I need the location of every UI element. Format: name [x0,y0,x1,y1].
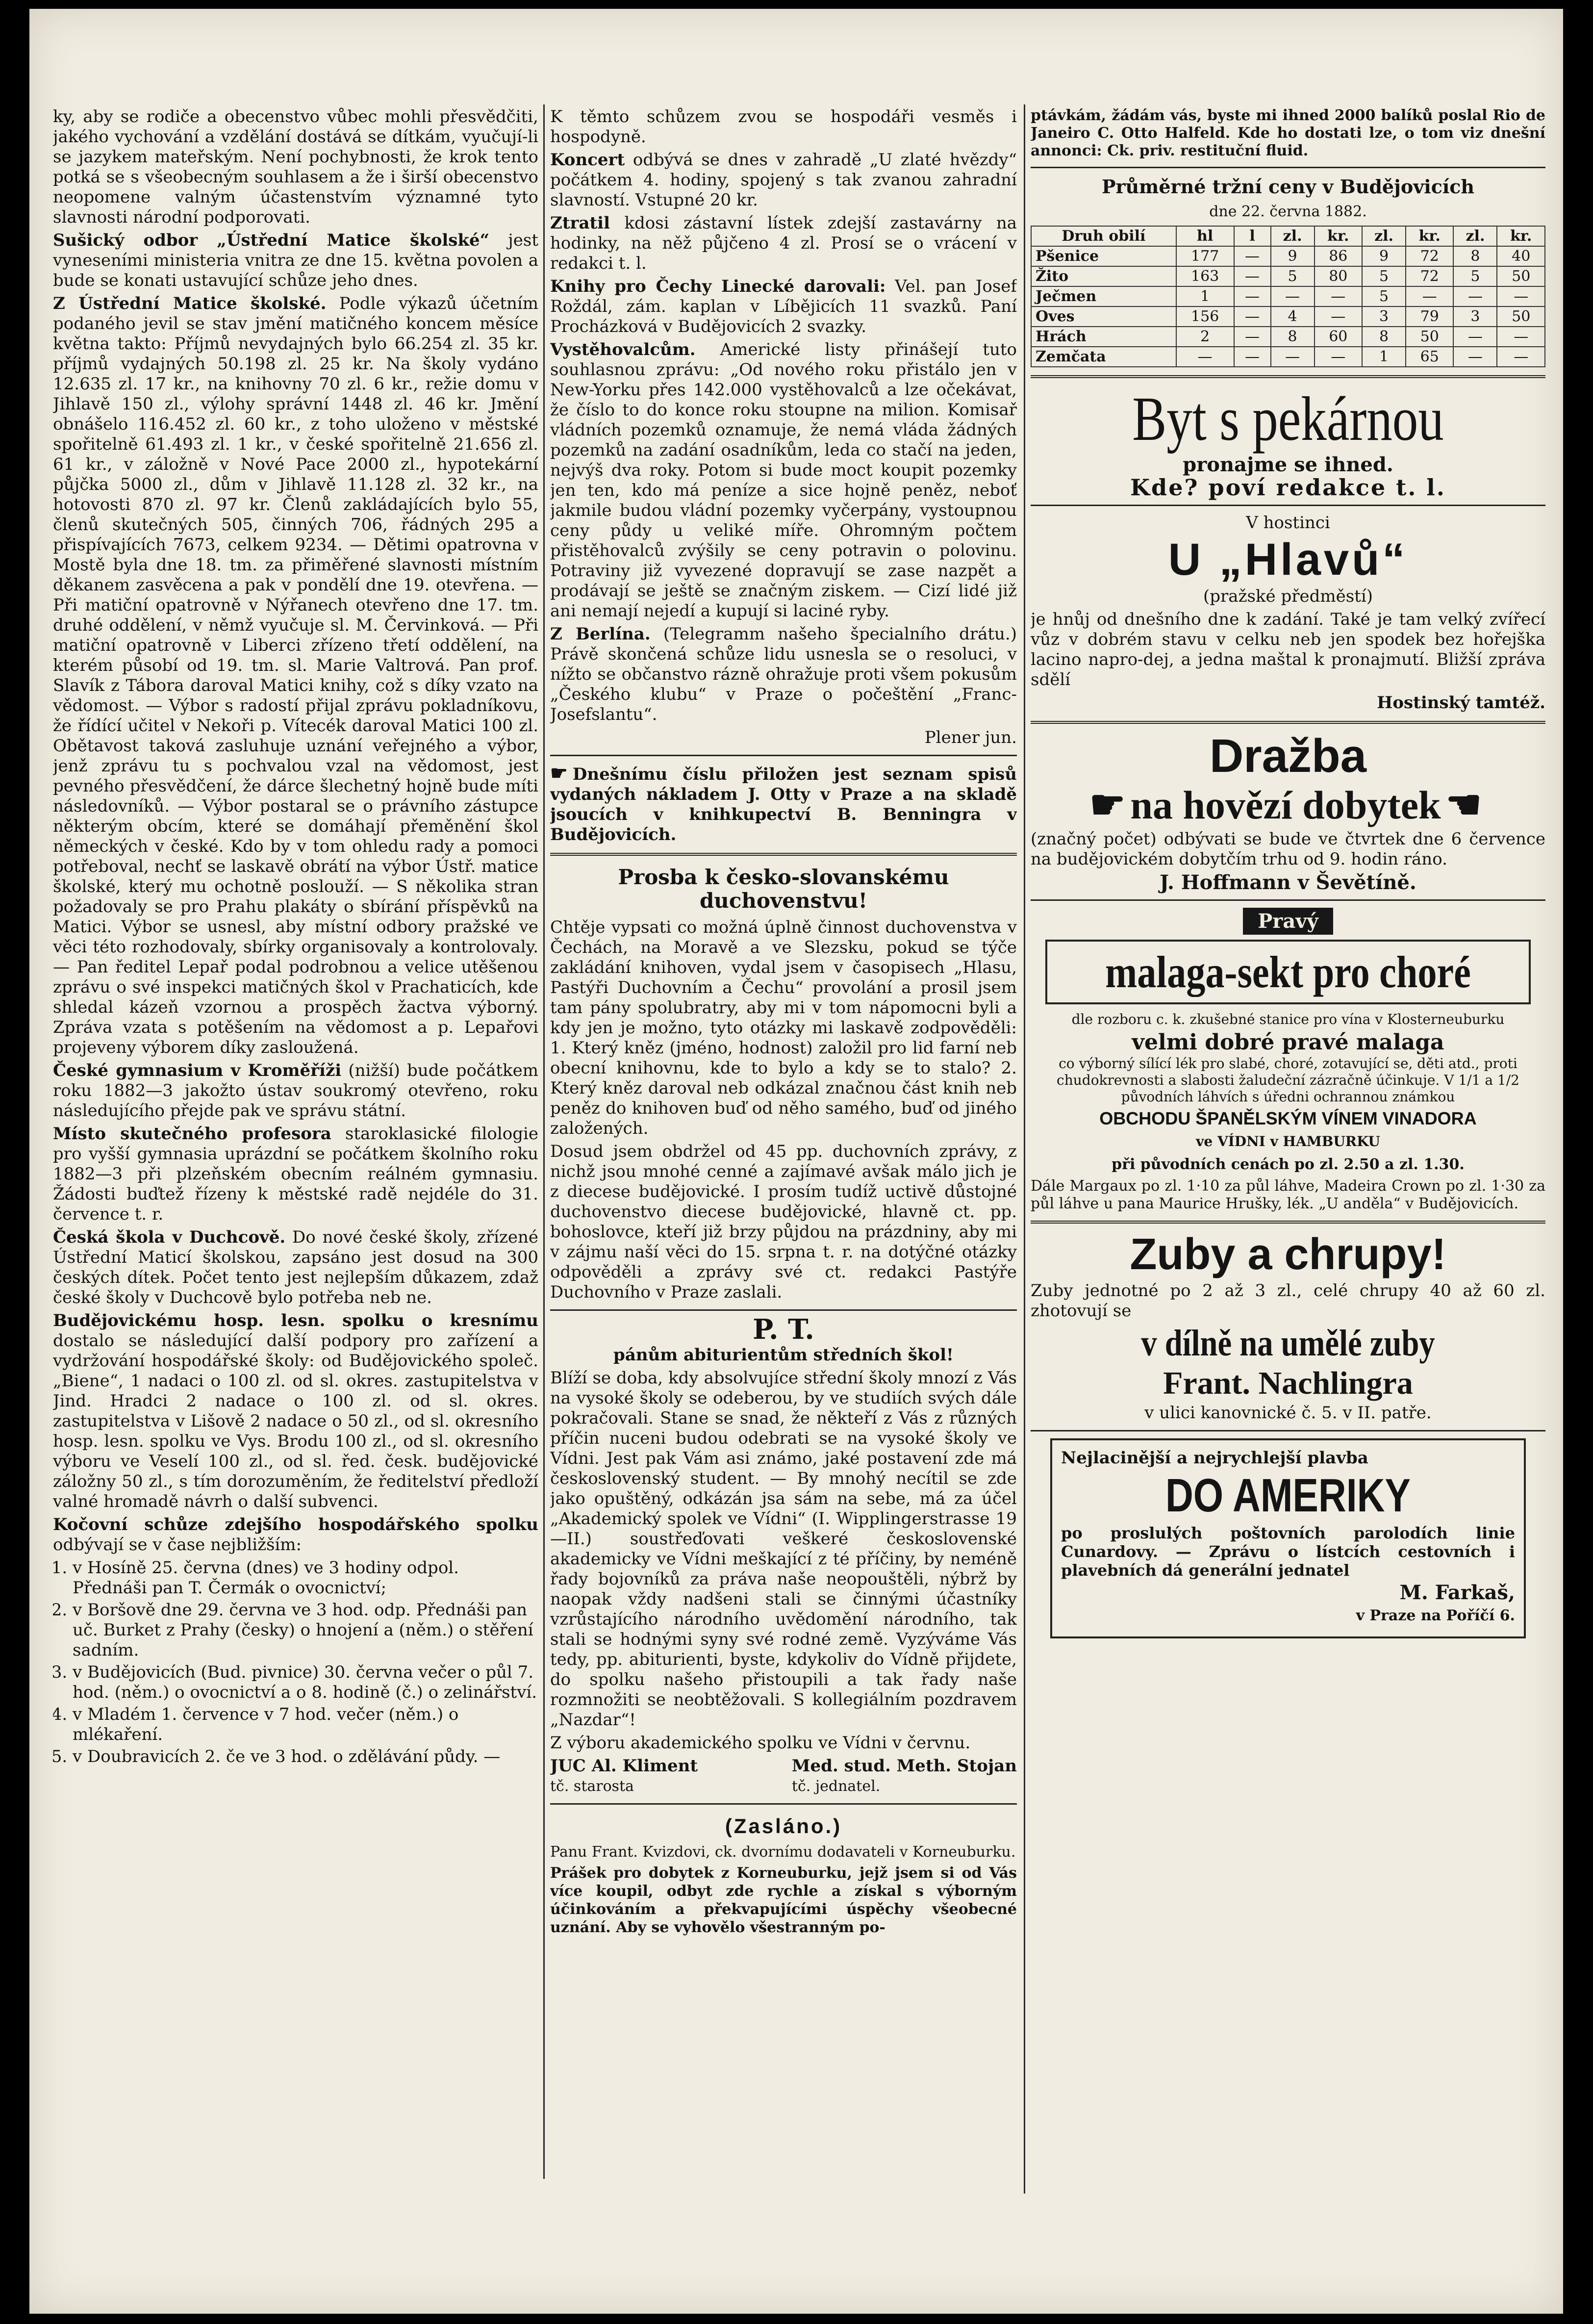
byt-title: Byt s pekárnou [1132,384,1444,454]
signature-role: tč. starosta [550,1778,634,1795]
table-cell: — [1315,306,1362,327]
list-item: 4. v Mladém 1. července v 7 hod. večer (něm.) o mlékaření. [73,1705,538,1745]
column-header: kr. [1497,226,1545,246]
table-cell: 5 [1362,286,1406,306]
table-cell: Ječmen [1031,286,1176,306]
table-cell: — [1453,327,1497,347]
signature-right [792,1756,1017,1796]
table-cell: 1 [1362,347,1406,367]
amerika-sign: M. Farkaš, [1399,1581,1515,1604]
article-body: Americké listy přinášejí tuto souhlasnou zprávu: „Od nového roku přistálo jen v New-Yorku přes 142.000 vystěhovalců a lze očekávat, že číslo to do konce roku stoupne na milion. Komisař vládních pozemků oznamuje, že nemá vláda žádných pozemků na zadání osadníkům, leda co stačí na jeden, nejvýš dva roky. Potom si bude moct koupit pozemky jen ten, kdo má peníze a sice hojně peněz, neboť jakmile budou vládní pozemky vyčerpány, vystoupnou ceny půdy u veliké míře. Ohromným počtem přistěhovalců zvýšily se ceny potravin o polovinu. Potraviny již vyvezené dopravují se zase nazpět a prodávají se ještě se značným ziskem. — Cizí lidé již ani nemají nejedí a kupují si laciné ryby. [550,340,1017,621]
appeal-paragraph: Chtěje vypsati co možná úplně činnost duchovenstva v Čechách, na Moravě a ve Slezsku, pokud se týče zakládání knihoven, vydal jsem v časopisech „Hlasu, Pastýři Duchovním a Čechu“ provolání a prosil jsem tam pány spolubratry, aby mi v tom nápomocni byli a kdy jen je možno, tyto otázky mi laskavě zodpověděli: 1. Který kněz (jméno, hodnost) založil pro lid farní neb obecní knihovnu, kde to bylo a kdy se to stalo? 2. Který kněz daroval neb odkázal značnou část knih neb peněz do knihoven buď od něho samého, buď od jiného založených. [550,918,1017,1138]
column-middle [550,107,1017,2196]
table-cell: — [1234,286,1271,306]
drazba-subtitle: na hovězí dobytek [1130,782,1441,827]
table-cell: 156 [1176,306,1234,327]
amerika-body: po proslulých poštovních parolodích linie Cunardovy. — Zprávu o lístcích cestovních i plavebních dá generální jednatel [1061,1523,1515,1580]
column-header: hl [1176,226,1234,246]
table-cell: Žito [1031,266,1176,286]
article-body: kdosi zástavní lístek zdejší zastavárny na hodinky, na něž půjčeno 4 zl. Prosí se o vrácení v redakci t. l. [550,213,1017,273]
table-cell: — [1234,306,1271,327]
column-rule-right [1024,104,1025,2194]
zuby-title: Zuby a chrupy! [1130,1230,1446,1279]
divider [550,755,1017,756]
table-cell: — [1497,327,1545,347]
pointing-hand-icon: ☚ [1445,782,1482,827]
table-cell: 86 [1315,246,1362,266]
column-rule-left [543,104,545,2179]
table-cell: — [1406,286,1453,306]
article-body: odbývají se v čase nejbližším: [53,1535,302,1555]
table-cell: 60 [1315,327,1362,347]
article-heading: Z Ústřední Matice školské. [53,294,327,313]
article-knihy [550,277,1017,337]
article-ztratil [550,213,1017,274]
article-berlin [550,624,1017,725]
article-kocovni [53,1515,538,1555]
zuby-big: v dílně na umělé zuby [1141,1322,1435,1364]
column-header: zl. [1271,226,1315,246]
amerika-title: DO AMERIKY [1165,1469,1411,1522]
table-cell: 65 [1406,347,1453,367]
table-cell: — [1234,266,1271,286]
divider [550,1309,1017,1311]
table-cell: 50 [1497,306,1545,327]
divider [1031,1221,1545,1224]
table-cell: Oves [1031,306,1176,327]
article-heading: Kočovní schůze zdejšího hospodářského spolku [53,1515,538,1534]
table-cell: 1 [1176,286,1234,306]
pointing-hand-icon: ☛ [550,762,568,785]
prices-table-body [1031,246,1545,367]
zuby-address: v ulici kanovnické č. 5. v II. patře. [1144,1403,1432,1423]
table-cell: 72 [1406,246,1453,266]
table-cell: 163 [1176,266,1234,286]
list-item: 3. v Budějovicích (Bud. pivnice) 30. června večer o půl 7. hod. (něm.) o ovocnictví a o 8. hodině (č.) o zelinářství. [73,1662,538,1703]
signature-name: JUC Al. Kliment [550,1756,698,1776]
zuby-body: Zuby jednotné po 2 až 3 zl., celé chrupy 40 až 60 zl. zhotovují se [1031,1280,1545,1321]
table-cell: 177 [1176,246,1234,266]
article-duchcov [53,1227,538,1308]
article-body: K těmto schůzem zvou se hospodáři vesměs i hospodyně. [550,107,1017,147]
table-cell: — [1315,286,1362,306]
zaslano-title: (Zasláno.) [725,1814,842,1838]
amerika-pre: Nejlacinější a nejrychlejší plavba [1061,1448,1368,1468]
table-cell: 4 [1271,306,1315,327]
signatures-row [550,1756,1017,1796]
divider [550,853,1017,856]
pt-subtitle: pánům abiturientům středních škol! [613,1345,954,1365]
article-heading: České gymnasium v Kroměříži [53,1061,342,1080]
table-cell: — [1271,347,1315,367]
table-header-row [1031,226,1545,246]
divider [1031,899,1545,901]
malaga-title: malaga-sekt pro choré [1105,946,1471,997]
meetings-list [53,1558,538,1767]
list-item: 5. v Doubravicích 2. če ve 3 hod. o zdělávání půdy. — [73,1747,538,1767]
table-row [1031,286,1545,306]
amerika-address: v Praze na Poříčí 6. [1356,1607,1515,1624]
divider [1031,167,1545,168]
hostinec-body: je hnůj od dnešního dne k zadání. Také je tam velký zvířecí vůz v dobrém stavu v celku neb jen spodek bez hořejška lacino napro-dej, a jedna maštal k pronajmutí. Bližší zpráva sdělí [1031,609,1545,690]
table-cell: — [1497,286,1545,306]
hostinec-name: U „Hlavů“ [1168,535,1408,585]
article-heading: Z Berlína. [550,624,651,644]
column-header: l [1234,226,1271,246]
malaga-line: velmi dobré pravé malaga [1132,1030,1444,1055]
top-advertisement: ptávkám, žádám vás, byste mi ihned 2000 balíků poslal Rio de Janeiro C. Otto Halfeld. Kde ho dostati lze, o tom viz dnešní annonci: Ck. priv. restituční fluid. [1031,107,1545,159]
table-cell: — [1234,327,1271,347]
column-header: kr. [1406,226,1453,246]
article-koncert [550,150,1017,210]
table-cell: 9 [1271,246,1315,266]
signature-left [550,1756,698,1796]
table-cell: 8 [1271,327,1315,347]
table-cell: Hrách [1031,327,1176,347]
article-body: Podle výkazů účetním podaného jevil se stav jmění matičného koncem měsíce května takto: Příjmů nevydajných bylo 66.254 zl. 35 kr. příjmů vydajných 50.198 zl. 25 kr. Na školy vydáno 12.635 zl. 17 kr., na knihovny 70 zl. 6 kr., režie domu v Jihlavě 150 zl., výlohy správní 1448 zl. 46 kr. Jmění obnášelo 116.452 zl. 60 kr., z toho uloženo v městské spořitelně 61.493 zl. 1 kr., v české spořitelně 21.656 zl. 61 kr., v záložně v Nové Pace 2000 zl., hypotekární půjčka 5000 zl., dům v Jihlavě 11.128 zl. 32 kr., na hotovosti 870 zl. 97 kr. Členů zakládajících bylo 55, členů skutečných 505, činných 706, řádných 295 a přispívajících 7673, celkem 9234. — Dětimi opatrovna v Mostě byla dne 18. tm. za přiměřené slavnosti místním děkanem zasvěcena a pak v pondělí dne 19. otevřena. — Při matiční opatrovně v Nýřanech otevřeno dne 17. tm. druhé oddělení, v němž vyučuje sl. M. Červinková. — Při matiční opatrovně v Liberci zřízeno třetí oddělení, na kterém působí od 19. tm. sl. Marie Valtrová. Pan prof. Slavík z Tábora daroval Matici knihy, což s díky vzato na vědomost. — Výbor s radostí přijal zprávu pokladníkovu, že řídící učitel v Nekoři p. Vítecék daroval Matici 100 zl. Obětavost taková zasluhuje uznání veřejného a výbor, jenž zprávu tu s pochvalou vzal na vědomost, jest pevného přesvědčení, že dárce šlechetný hojně bude míti následovníků. — Výbor postaral se o právního zástupce některým obcím, které se domáhají přeměnění škol německých v české. Kdo by v tom ohledu rady a pomoci potřeboval, nechť se laskavě obrátí na výbor Ústř. matice školské, který mu ochotně poslouží. — S několika stran požadovaly se pro Prahu plakáty o sbírání příspěvků na Matici. Výbor se usnesl, aby místní odbory pražské ve věci této rozhodovaly, sbírky organisovaly a kontrolovaly. — Pan ředitel Lepař podal podrobnou a velice utěšenou zprávu o své inspekci matičných škol v Prachaticích, kde shledal kázeň vzornou a prospěch žactva výborný. Zpráva vzata s potěšením na vědomost a p. Lepařovi projeveny výborem díky zasloužená. [53,294,538,1057]
article-matice [53,294,538,1058]
table-cell: — [1453,286,1497,306]
column-header: zl. [1453,226,1497,246]
article-body: (Telegramm našeho špecialního drátu.) Právě skončená schůze lidu usnesla se o resoluci, v nížto se občanstvo rázně ohražuje proti všem pokusům „Českého klubu“ v Praze o počeštění „Franc-Josefslantu“. [550,624,1017,724]
article-heading: Sušický odbor „Ústřední Matice školské“ [53,230,490,250]
malaga-line: dle rozboru c. k. zkušebné stanice pro vína v Klosterneuburku [1071,1011,1505,1028]
table-cell: Zemčata [1031,347,1176,367]
table-row [1031,327,1545,347]
table-cell: — [1234,246,1271,266]
list-item: 1. v Hosíně 25. června (dnes) ve 3 hodiny odpol. Přednáši pan T. Čermák o ovocnictví; [73,1558,538,1598]
table-row [1031,266,1545,286]
signature: Plener jun. [924,728,1017,747]
prices-date: dne 22. června 1882. [1209,203,1367,220]
hostinec-pre: V hostinci [1246,513,1330,533]
malaga-pravy: Pravý [1243,908,1333,935]
table-cell: 72 [1406,266,1453,286]
table-row [1031,246,1545,266]
malaga-line: OBCHODU ŠPANĚLSKÝM VÍNEM VINADORA [1099,1108,1477,1129]
column-header: Druh obilí [1031,226,1176,246]
table-cell: 8 [1362,327,1406,347]
pointing-hand-icon: ☛ [1089,782,1126,827]
table-row [1031,306,1545,327]
table-cell: 50 [1406,327,1453,347]
article-intro-paragraph: ky, aby se rodiče a obecenstvo vůbec mohli přesvědčiti, jakého vychování a vzdělání dostává se dítkám, vyučují-li se jazykem mateřským. Není pochybnosti, že krok tento potká se s všeobecným souhlasem a že i širší obecenstvo neopomene valným účastenstvím významné tyto slavnosti národní podporovati. [53,107,538,227]
article-heading: Česká škola v Duchcově. [53,1227,286,1247]
malaga-pravy-row [1031,908,1545,935]
signature-role: tč. jednatel. [791,1778,881,1795]
list-item: 2. v Boršově dne 29. června ve 3 hod. odp. Přednáši pan uč. Burket z Prahy (česky) o hnojení a (něm.) o stěření sadním. [73,1600,538,1660]
table-cell: 50 [1497,266,1545,286]
divider [550,1803,1017,1805]
article-heading: Koncert [550,150,625,170]
malaga-line: ve VÍDNI v HAMBURKU [1196,1133,1380,1150]
appeal-paragraph: Dosud jsem obdržel od 45 pp. duchovních zprávy, z nichž jsou mnohé cenné a zajímavé avšak málo jich je z diecese budějovické. I prosím tudíž uctivě důstojné duchovenstvo diecese budějovické, hlavně ct. pp. bohoslovce, kteří již brzy půjdou na prázdniny, aby mi v zájmu naší věci do 15. srpna t. r. na dotýčné otázky odpověděli a zprávy své ct. redakci Pastýře Duchovního v Praze zaslali. [550,1142,1017,1302]
table-cell: 5 [1271,266,1315,286]
divider [1031,1430,1545,1431]
appeal-title: Prosba k česko-slovanskému duchovenstvu! [618,865,949,913]
zaslano-body: Prášek pro dobytek z Korneuburku, jejž jsem si od Vás více koupil, odbyt zde rychle a získal s výborným účinkováním a překvapujícími úspěchy všeobecné uznání. Aby se vyhovělo všestranným po- [550,1864,1017,1936]
drazba-body: (značný počet) odbývati se bude ve čtvrtek dne 6 července na budějovickém dobytčím trhu od 9. hodin ráno. [1031,829,1545,869]
column-header: zl. [1362,226,1406,246]
table-cell: 80 [1315,266,1362,286]
zaslano-address: Panu Frant. Kvizdovi, ck. dvornímu dodavateli v Korneuburku. [550,1843,1016,1861]
table-cell: 2 [1176,327,1234,347]
article-body: Do nové české školy, zřízené Ústřední Maticí školskou, zapsáno jest dosud na 300 českých dítek. Počet tento jest nejlepším důkazem, zdaž české školy v Duchcově bylo potřeba neb ne. [53,1227,538,1307]
byt-where: Kde? poví redakce t. l. [1130,474,1446,501]
notice-box [550,763,1017,845]
table-cell: — [1234,347,1271,367]
pt-title: P. T. [753,1313,814,1346]
table-row [1031,347,1545,367]
article-heading: Ztratil [550,213,610,233]
table-cell: 8 [1453,246,1497,266]
pt-body: Blíží se doba, kdy absolvujíce střední školy mnozí z Vás na vysoké školy se odeberou, by ve studiích svých dále pokračovali. Stane se snad, že někteří z Vás z různých příčin nuceni budou odebrati se na vysoké školy ve Vídni. Jest pak Vám asi známo, jaké postavení zde má československý student. — By mnohý necítil se zde jako opuštěný, odkázán jsa sám na sebe, má za účel „Akademický spolek ve Vídni“ (I. Wipplingerstrasse 19—II.) soustřeďovati veškeré československé akademicky ve Vídni meškající z té příčiny, by neméně řady bojovníků za práva naše neopouštěli, nýbrž by naopak vždy nadšeni stali se činnými účastníky vzrůstajícího národního uvědomění národního, tak stali se hodnými syny své rodné země. Vyzýváme Vás tedy, pp. abiturienti, byste, kdykoliv do Vídně přijdete, do spolku našeho přistoupili a tak řady naše rozmnožiti se neobtěžovali. S kollegiálním pozdravem „Nazdar“! [550,1368,1017,1730]
article-body: (nižší) bude počátkem roku 1882—3 jakožto ústav soukromý otevřeno, roku následujícího přejde pak ve správu státní. [53,1061,538,1121]
divider [1031,375,1545,378]
signature-name: Med. stud. Meth. Stojan [791,1756,1017,1776]
zuby-name: Frant. Nachlingra [1163,1365,1413,1401]
malaga-line: Dále Margaux po zl. 1·10 za půl láhve, Madeira Crown po zl. 1·30 za půl láhve u pana Maurice Hrušky, lék. „U anděla“ v Budějovicích. [1031,1177,1545,1213]
article-kromeriz [53,1061,538,1121]
drazba-sign: J. Hoffmann v Ševětíně. [1160,870,1416,894]
table-cell: 9 [1362,246,1406,266]
table-cell: — [1497,347,1545,367]
article-body: dostalo se následující další podpory pro zařízení a vydržování hospodářské školy: od Budějovického společ. „Biene“, 1 nadaci o 100 zl. od sl. okres. zastupitelstva v Jind. Hradci 2 nadace o 100 zl. od sl. okres. zastupitelstva v Lišově 2 nadace o 50 zl., od sl. okresního hosp. lesn. spolku ve Vys. Brodu 100 zl., od sl. okresního výboru ve Veselí 100 zl., od sl. řed. česk. budějovické záložny 50 zl., s tím dorozuměním, že ředitelství předloží valné hromadě návrh o další subvenci. [53,1331,538,1511]
article-heading: Vystěhovalcům. [550,340,696,359]
column-header: kr. [1315,226,1362,246]
article-body: staroklasické filologie pro vyšší gymnasia uprázdní se počátkem školního roku 1882—3 při plzeňském obecním reálném gymnasiu. Žádosti buďtež řízeny k městské radě nejdéle do 31. července t. r. [53,1124,538,1224]
table-cell: 3 [1453,306,1497,327]
table-cell: — [1453,347,1497,367]
malaga-line: co výborný sílící lék pro slabé, choré, zotavující se, děti atd., proti chudokrevnosti a slabosti žaludeční zázračně účinkuje. V 1/1 a 1/2 původních láhvích s úředni ochrannou známkou [1057,1055,1519,1105]
hostinec-sign: Hostinský tamtéž. [1377,692,1545,713]
table-cell: 3 [1362,306,1406,327]
table-cell: — [1176,347,1234,367]
prices-title: Průměrné tržní ceny v Budějovicích [1101,176,1475,198]
divider [1031,505,1545,506]
divider [1031,721,1545,724]
article-heading: Knihy pro Čechy Linecké darovali: [550,277,886,296]
column-left [53,107,538,2167]
pt-from: Z výboru akademického spolku ve Vídni v červnu. [550,1733,971,1753]
article-body: jest vyneseními ministeria vnitra ze dne 15. května povolen a bude se konati ustavující schůze jeho dnes. [53,230,538,290]
amerika-box [1050,1438,1526,1638]
newspaper-page [29,9,1563,2314]
byt-subtitle: pronajme se ihned. [1183,453,1393,477]
notice-text: Dnešnímu číslu přiložen jest seznam spisů vydaných nákladem J. Otty v Praze a na skladě jsoucích v knihkupectví B. Benningra v Budějovicích. [550,765,1017,844]
drazba-title: Dražba [1209,729,1367,782]
prices-table [1031,226,1545,367]
malaga-line: při původních cenách po zl. 2.50 a zl. 1.30. [1112,1156,1465,1174]
table-cell: 79 [1406,306,1453,327]
malaga-title-box [1045,940,1531,1005]
hostinec-sub: (pražské předměstí) [1203,586,1373,606]
article-vystehovalci [550,340,1017,621]
table-cell: 5 [1362,266,1406,286]
article-hosp-spolek [53,1311,538,1512]
article-heading: Budějovickému hosp. lesn. spolku o kresnímu [53,1311,538,1330]
article-body: Vel. pan Josef Roždál, zám. kaplan v Líbějicích 11 svazků. Paní Procházková v Budějovicích 2 svazky. [550,277,1017,336]
table-cell: — [1271,286,1315,306]
article-profesor [53,1124,538,1225]
article-body: odbývá se dnes v zahradě „U zlaté hvězdy“ počátkem 4. hodiny, spojený s tak zvanou zahradní slavností. Vstupné 20 kr. [550,150,1017,210]
article-susice [53,230,538,291]
table-cell: 40 [1497,246,1545,266]
table-cell: 5 [1453,266,1497,286]
column-right [1031,107,1545,2206]
table-cell: — [1315,347,1362,367]
article-heading: Místo skutečného profesora [53,1124,331,1144]
drazba-subtitle-row [1031,784,1545,826]
table-cell: Pšenice [1031,246,1176,266]
